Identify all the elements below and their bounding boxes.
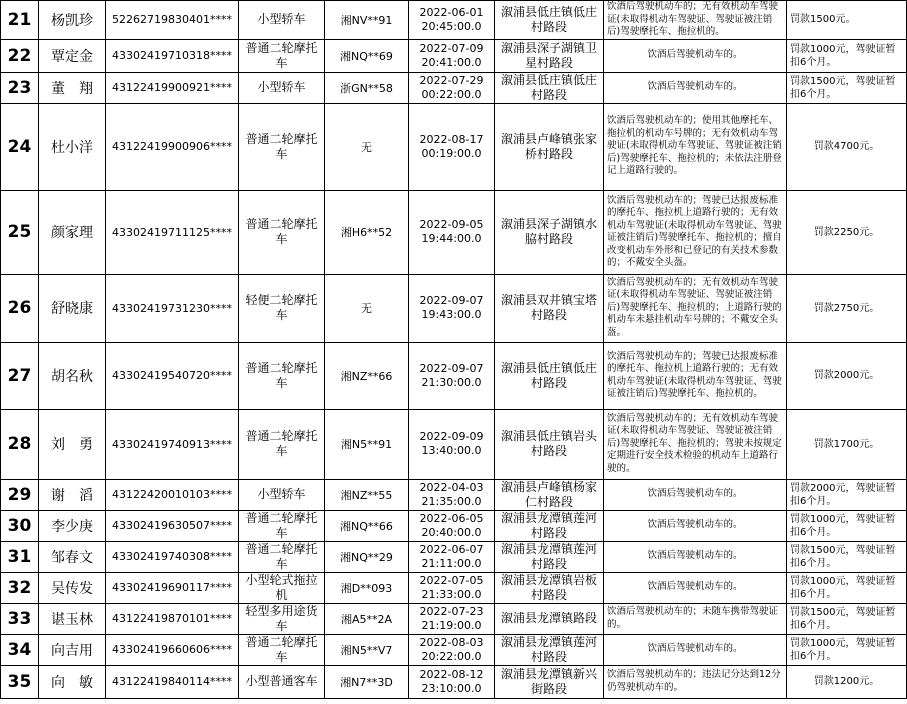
table-row — [1, 510, 907, 541]
person-name: 杨凯珍 — [39, 1, 106, 40]
penalty: 罚款1500元，驾驶证暂扣6个月。 — [787, 72, 907, 103]
person-name: 杜小洋 — [39, 103, 106, 190]
violation-location: 溆浦县双井镇宝塔村路段 — [495, 274, 604, 342]
person-name: 吴传发 — [39, 572, 106, 603]
violation-time — [409, 103, 495, 190]
row-index: 35 — [1, 665, 39, 698]
violation-time — [409, 342, 495, 409]
violation-location: 溆浦县卢峰镇杨家仁村路段 — [495, 479, 604, 510]
table-row — [1, 72, 907, 103]
violation-clock-time: 21:35:00.0 — [421, 494, 482, 508]
violation-description: 饮酒后驾驶机动车的。 — [604, 510, 787, 541]
person-name: 谢 滔 — [39, 479, 106, 510]
id-number: 43302419660606**** — [106, 634, 239, 665]
penalty: 罚款2750元。 — [787, 274, 907, 342]
plate-number: 湘N5**91 — [325, 409, 409, 479]
violation-time — [409, 541, 495, 572]
plate-number: 湘NV**91 — [325, 1, 409, 40]
violation-date: 2022-06-07 — [419, 542, 484, 556]
violation-clock-time: 20:45:00.0 — [421, 19, 482, 33]
violation-clock-time: 21:19:00.0 — [421, 618, 482, 632]
penalty: 罚款2000元，驾驶证暂扣6个月。 — [787, 479, 907, 510]
penalty: 罚款1500元。 — [787, 1, 907, 40]
vehicle-type: 轻型多用途货车 — [239, 603, 325, 634]
id-number: 43302419630507**** — [106, 510, 239, 541]
violation-clock-time: 13:40:00.0 — [421, 444, 482, 458]
plate-number: 湘D**093 — [325, 572, 409, 603]
person-name: 颜家理 — [39, 190, 106, 274]
vehicle-type: 普通二轮摩托车 — [239, 510, 325, 541]
penalty: 罚款2250元。 — [787, 190, 907, 274]
violation-description: 饮酒后驾驶机动车的。 — [604, 72, 787, 103]
penalty: 罚款1700元。 — [787, 409, 907, 479]
vehicle-type: 小型轿车 — [239, 479, 325, 510]
vehicle-type: 普通二轮摩托车 — [239, 541, 325, 572]
person-name: 覃定金 — [39, 39, 106, 72]
violation-clock-time: 00:22:00.0 — [421, 87, 482, 101]
row-index: 28 — [1, 409, 39, 479]
violation-description: 饮酒后驾驶机动车的。 — [604, 572, 787, 603]
plate-number: 无 — [325, 274, 409, 342]
penalty: 罚款1000元，驾驶证暂扣6个月。 — [787, 510, 907, 541]
violation-time — [409, 634, 495, 665]
violation-date: 2022-08-17 — [419, 132, 484, 146]
violation-clock-time: 21:30:00.0 — [421, 375, 482, 389]
violation-date: 2022-07-05 — [419, 573, 484, 587]
violation-clock-time: 23:10:00.0 — [421, 681, 482, 695]
table-row — [1, 409, 907, 479]
plate-number: 湘NQ**69 — [325, 39, 409, 72]
id-number: 43122420010103**** — [106, 479, 239, 510]
violation-clock-time: 20:22:00.0 — [421, 649, 482, 663]
violation-clock-time: 20:40:00.0 — [421, 525, 482, 539]
violation-description: 饮酒后驾驶机动车的。 — [604, 634, 787, 665]
violation-description: 饮酒后驾驶机动车的；无有效机动车驾驶证(未取得机动车驾驶证、驾驶证被注销后)驾驶摩托车、拖拉机的；上道路行驶的机动车未悬挂机动车号牌的；不戴安全头盔。 — [604, 274, 787, 342]
vehicle-type: 普通二轮摩托车 — [239, 190, 325, 274]
violation-date: 2022-08-12 — [419, 667, 484, 681]
table-row — [1, 274, 907, 342]
vehicle-type: 普通二轮摩托车 — [239, 634, 325, 665]
id-number: 43122419900921**** — [106, 72, 239, 103]
violation-date: 2022-08-03 — [419, 635, 484, 649]
violation-time — [409, 72, 495, 103]
violation-clock-time: 00:19:00.0 — [421, 146, 482, 160]
violation-location: 溆浦县龙潭镇莲河村路段 — [495, 634, 604, 665]
vehicle-type: 小型普通客车 — [239, 665, 325, 698]
plate-number: 湘NQ**66 — [325, 510, 409, 541]
row-index: 21 — [1, 1, 39, 40]
plate-number: 湘NQ**29 — [325, 541, 409, 572]
row-index: 33 — [1, 603, 39, 634]
table-row — [1, 1, 907, 40]
violation-description: 饮酒后驾驶机动车的。 — [604, 39, 787, 72]
violation-description: 饮酒后驾驶机动车的；驾驶已达报废标准的摩托车、拖拉机上道路行驶的；无有效机动车驾驶证(未取得机动车驾驶证、驾驶证被注销后)驾驶摩托车、拖拉机的；擅自改变机动车外形和已登记的有关技术参数的；不戴安全头盔。 — [604, 190, 787, 274]
plate-number: 湘NZ**66 — [325, 342, 409, 409]
penalty: 罚款1500元，驾驶证暂扣6个月。 — [787, 603, 907, 634]
id-number: 43302419740308**** — [106, 541, 239, 572]
table-row — [1, 603, 907, 634]
person-name: 向吉用 — [39, 634, 106, 665]
violation-description: 饮酒后驾驶机动车的。 — [604, 541, 787, 572]
row-index: 32 — [1, 572, 39, 603]
vehicle-type: 小型轿车 — [239, 1, 325, 40]
id-number: 43122419840114**** — [106, 665, 239, 698]
penalty: 罚款1500元，驾驶证暂扣6个月。 — [787, 541, 907, 572]
violation-time — [409, 39, 495, 72]
row-index: 25 — [1, 190, 39, 274]
id-number: 43302419540720**** — [106, 342, 239, 409]
violation-location: 溆浦县深子湖镇水脇村路段 — [495, 190, 604, 274]
table-row — [1, 572, 907, 603]
violation-description: 饮酒后驾驶机动车的；无有效机动车驾驶证(未取得机动车驾驶证、驾驶证被注销后)驾驶摩托车、拖拉机的；驾驶未按规定定期进行安全技术检验的机动车上道路行驶的。 — [604, 409, 787, 479]
vehicle-type: 普通二轮摩托车 — [239, 39, 325, 72]
violation-time — [409, 190, 495, 274]
violation-time — [409, 603, 495, 634]
table-row — [1, 541, 907, 572]
table-row — [1, 479, 907, 510]
table-row — [1, 103, 907, 190]
violation-time — [409, 274, 495, 342]
vehicle-type: 小型轮式拖拉机 — [239, 572, 325, 603]
row-index: 29 — [1, 479, 39, 510]
violation-location: 溆浦县卢峰镇张家桥村路段 — [495, 103, 604, 190]
violation-date: 2022-06-01 — [419, 6, 484, 20]
violation-description: 饮酒后驾驶机动车的；驾驶已达报废标准的摩托车、拖拉机上道路行驶的；无有效机动车驾驶证(未取得机动车驾驶证、驾驶证被注销后)驾驶摩托车、拖拉机的。 — [604, 342, 787, 409]
table-row — [1, 342, 907, 409]
vehicle-type: 普通二轮摩托车 — [239, 409, 325, 479]
penalty: 罚款4700元。 — [787, 103, 907, 190]
plate-number: 湘H6**52 — [325, 190, 409, 274]
id-number: 43302419711125**** — [106, 190, 239, 274]
violation-time — [409, 665, 495, 698]
id-number: 43302419740913**** — [106, 409, 239, 479]
id-number: 43122419900906**** — [106, 103, 239, 190]
id-number: 43302419710318**** — [106, 39, 239, 72]
violation-location: 溆浦县龙潭镇莲河村路段 — [495, 510, 604, 541]
row-index: 22 — [1, 39, 39, 72]
violation-location: 溆浦县龙潭镇岩板村路段 — [495, 572, 604, 603]
violation-time — [409, 572, 495, 603]
violation-date: 2022-09-07 — [419, 294, 484, 308]
row-index: 24 — [1, 103, 39, 190]
violation-date: 2022-07-29 — [419, 73, 484, 87]
violation-description: 饮酒后驾驶机动车的。 — [604, 479, 787, 510]
penalty: 罚款1000元，驾驶证暂扣6个月。 — [787, 634, 907, 665]
id-number: 43302419690117**** — [106, 572, 239, 603]
violation-description: 饮酒后驾驶机动车的；未随车携带驾驶证的。 — [604, 603, 787, 634]
violation-time — [409, 510, 495, 541]
violation-time — [409, 409, 495, 479]
table-row — [1, 39, 907, 72]
table-row — [1, 665, 907, 698]
row-index: 31 — [1, 541, 39, 572]
violation-date: 2022-04-03 — [419, 480, 484, 494]
table-row — [1, 190, 907, 274]
plate-number: 无 — [325, 103, 409, 190]
violation-date: 2022-09-09 — [419, 430, 484, 444]
person-name: 刘 勇 — [39, 409, 106, 479]
violation-clock-time: 21:33:00.0 — [421, 587, 482, 601]
violation-clock-time: 21:11:00.0 — [421, 556, 482, 570]
id-number: 52262719830401**** — [106, 1, 239, 40]
vehicle-type: 普通二轮摩托车 — [239, 342, 325, 409]
person-name: 舒晓康 — [39, 274, 106, 342]
vehicle-type: 小型轿车 — [239, 72, 325, 103]
vehicle-type: 普通二轮摩托车 — [239, 103, 325, 190]
penalty: 罚款2000元。 — [787, 342, 907, 409]
plate-number: 湘A5**2A — [325, 603, 409, 634]
violation-location: 溆浦县低庄镇低庄村路段 — [495, 342, 604, 409]
violation-description: 饮酒后驾驶机动车的；无有效机动车驾驶证(未取得机动车驾驶证、驾驶证被注销后)驾驶摩托车、拖拉机的。 — [604, 1, 787, 40]
violation-clock-time: 19:44:00.0 — [421, 232, 482, 246]
violation-clock-time: 19:43:00.0 — [421, 308, 482, 322]
violation-location: 溆浦县低庄镇低庄村路段 — [495, 1, 604, 40]
row-index: 27 — [1, 342, 39, 409]
violation-location: 溆浦县深子湖镇卫星村路段 — [495, 39, 604, 72]
penalty: 罚款1000元，驾驶证暂扣6个月。 — [787, 572, 907, 603]
row-index: 23 — [1, 72, 39, 103]
person-name: 谌玉林 — [39, 603, 106, 634]
violation-date: 2022-07-23 — [419, 604, 484, 618]
person-name: 李少庚 — [39, 510, 106, 541]
violation-location: 溆浦县龙潭镇新兴街路段 — [495, 665, 604, 698]
violation-location: 溆浦县低庄镇岩头村路段 — [495, 409, 604, 479]
id-number: 43302419731230**** — [106, 274, 239, 342]
table-row — [1, 634, 907, 665]
plate-number: 湘N5**V7 — [325, 634, 409, 665]
violation-time — [409, 479, 495, 510]
violation-description: 饮酒后驾驶机动车的；使用其他摩托车、拖拉机的机动车号牌的；无有效机动车驾驶证(未取得机动车驾驶证、驾驶证被注销后)驾驶摩托车、拖拉机的；未依法注册登记上道路行驶的。 — [604, 103, 787, 190]
plate-number: 浙GN**58 — [325, 72, 409, 103]
violation-location: 溆浦县龙潭镇路段 — [495, 603, 604, 634]
person-name: 胡名秋 — [39, 342, 106, 409]
violation-date: 2022-09-05 — [419, 218, 484, 232]
plate-number: 湘NZ**55 — [325, 479, 409, 510]
violation-clock-time: 20:41:00.0 — [421, 55, 482, 69]
id-number: 43122419870101**** — [106, 603, 239, 634]
person-name: 董 翔 — [39, 72, 106, 103]
violation-date: 2022-07-09 — [419, 41, 484, 55]
violation-date: 2022-06-05 — [419, 511, 484, 525]
penalty: 罚款1200元。 — [787, 665, 907, 698]
vehicle-type: 轻便二轮摩托车 — [239, 274, 325, 342]
person-name: 向 敏 — [39, 665, 106, 698]
violation-location: 溆浦县低庄镇低庄村路段 — [495, 72, 604, 103]
row-index: 30 — [1, 510, 39, 541]
row-index: 26 — [1, 274, 39, 342]
plate-number: 湘N7**3D — [325, 665, 409, 698]
row-index: 34 — [1, 634, 39, 665]
penalty: 罚款1000元，驾驶证暂扣6个月。 — [787, 39, 907, 72]
violation-location: 溆浦县龙潭镇莲河村路段 — [495, 541, 604, 572]
violation-date: 2022-09-07 — [419, 361, 484, 375]
violation-description: 饮酒后驾驶机动车的；违法记分达到12分仍驾驶机动车的。 — [604, 665, 787, 698]
person-name: 邹春文 — [39, 541, 106, 572]
violation-time — [409, 1, 495, 40]
